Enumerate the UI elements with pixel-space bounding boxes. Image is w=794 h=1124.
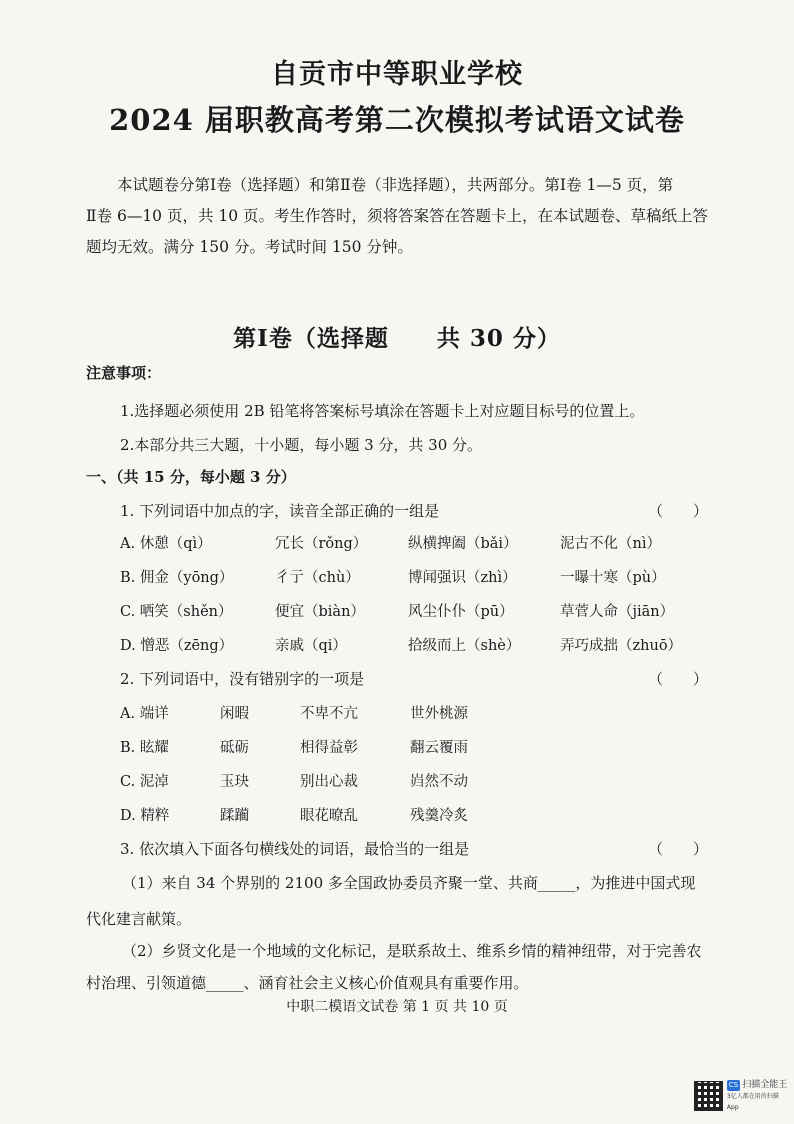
page-footer: 中职二模语文试卷 第 1 页 共 10 页 (286, 999, 508, 1015)
section-title: 第Ⅰ卷（选择题 共 30 分） (233, 325, 561, 352)
q1-option-a-3: 纵横捭阖（bǎi） (408, 536, 518, 552)
q1-option-c-3: 风尘仆仆（pū） (408, 604, 514, 620)
q2-option-d-2: 蹂躏 (220, 808, 249, 824)
q1-option-d-3: 拾级而上（shè） (408, 638, 521, 654)
q1-option-d-4: 弄巧成拙（zhuō） (560, 638, 683, 654)
note-2: 2.本部分共三大题，十小题，每小题 3 分，共 30 分。 (120, 436, 483, 454)
notes-label: 注意事项： (86, 364, 162, 382)
q1-option-d-1: D. 憎恶（zēng） (120, 638, 234, 654)
q1-option-d-2: 亲戚（qi） (275, 638, 347, 654)
q1-option-b-1: B. 佣金（yōng） (120, 570, 234, 586)
intro-line-2: Ⅱ卷 6—10 页，共 10 页。考生作答时，须将答案答在答题卡上，在本试题卷、草稿纸上答 (86, 207, 709, 225)
q2-option-b-4: 翻云覆雨 (410, 740, 468, 756)
q2-option-c-2: 玉玦 (220, 774, 249, 790)
q2-answer-paren: （ ） (648, 670, 709, 688)
q3-sentence-2-line-2: 村治理、引领道德_____、涵育社会主义核心价值观具有重要作用。 (86, 974, 529, 992)
cs-logo-icon: CS (728, 1080, 739, 1089)
intro-line-1: 本试题卷分第Ⅰ卷（选择题）和第Ⅱ卷（非选择题），共两部分。第Ⅰ卷 1—5 页，第 (117, 176, 674, 194)
q2-stem: 2. 下列词语中，没有错别字的一项是 (120, 670, 365, 688)
q2-option-a-4: 世外桃源 (410, 706, 468, 722)
q2-option-a-3: 不卑不亢 (300, 706, 358, 722)
qr-code-icon (694, 1081, 723, 1111)
q1-option-a-4: 泥古不化（nì） (560, 536, 661, 552)
q2-option-b-1: B. 眩耀 (120, 740, 169, 756)
q3-sentence-1-line-1: （1）来自 34 个界别的 2100 多全国政协委员齐聚一堂、共商_____，为推进中国式现 (122, 874, 696, 892)
q3-sentence-1-line-2: 代化建言献策。 (86, 910, 192, 928)
q3-stem: 3. 依次填入下面各句横线处的词语，最恰当的一组是 (120, 840, 470, 858)
q1-option-a-2: 冗长（rǒng） (275, 536, 368, 552)
q2-option-a-1: A. 端详 (120, 706, 169, 722)
q2-option-a-2: 闲暇 (220, 706, 249, 722)
q1-option-c-1: C. 哂笑（shěn） (120, 604, 233, 620)
intro-line-3: 题均无效。满分 150 分。考试时间 150 分钟。 (86, 238, 413, 256)
part-1-heading: 一、（共 15 分，每小题 3 分） (86, 468, 296, 486)
intro-paragraph (86, 170, 726, 263)
q2-option-d-1: D. 精粹 (120, 808, 170, 824)
scanner-watermark (694, 1080, 788, 1112)
q3-sentence-2-line-1: （2）乡贤文化是一个地域的文化标记，是联系故土、维系乡情的精神纽带，对于完善农 (122, 942, 702, 960)
exam-title: 2024 届职教高考第二次模拟考试语文试卷 (109, 103, 685, 137)
scanner-tagline: 3亿人都在用的扫描App (726, 1092, 779, 1111)
q1-option-a-1: A. 休憩（qì） (120, 536, 212, 552)
q2-option-c-3: 别出心裁 (300, 774, 358, 790)
q1-stem: 1. 下列词语中加点的字，读音全部正确的一组是 (120, 502, 440, 520)
q2-option-c-1: C. 泥淖 (120, 774, 169, 790)
q2-option-d-3: 眼花暸乱 (300, 808, 358, 824)
q2-option-b-3: 相得益彰 (300, 740, 358, 756)
school-name: 自贡市中等职业学校 (271, 59, 523, 90)
q1-option-b-4: 一曝十寒（pù） (560, 570, 666, 586)
q2-option-d-4: 残羹冷炙 (410, 808, 468, 824)
q1-answer-paren: （ ） (648, 502, 709, 520)
note-1: 1.选择题必须使用 2B 铅笔将答案标号填涂在答题卡上对应题目标号的位置上。 (120, 402, 645, 420)
q3-answer-paren: （ ） (648, 840, 709, 858)
q2-option-b-2: 砥砺 (220, 740, 249, 756)
q1-option-c-2: 便宜（biàn） (275, 604, 365, 620)
q2-option-c-4: 岿然不动 (410, 774, 468, 790)
q1-option-b-3: 博闻强识（zhì） (408, 570, 517, 586)
scanner-app-name: 扫描全能王 (742, 1079, 788, 1090)
q1-option-c-4: 草菅人命（jiān） (560, 604, 675, 620)
q1-option-b-2: 彳亍（chù） (275, 570, 360, 586)
